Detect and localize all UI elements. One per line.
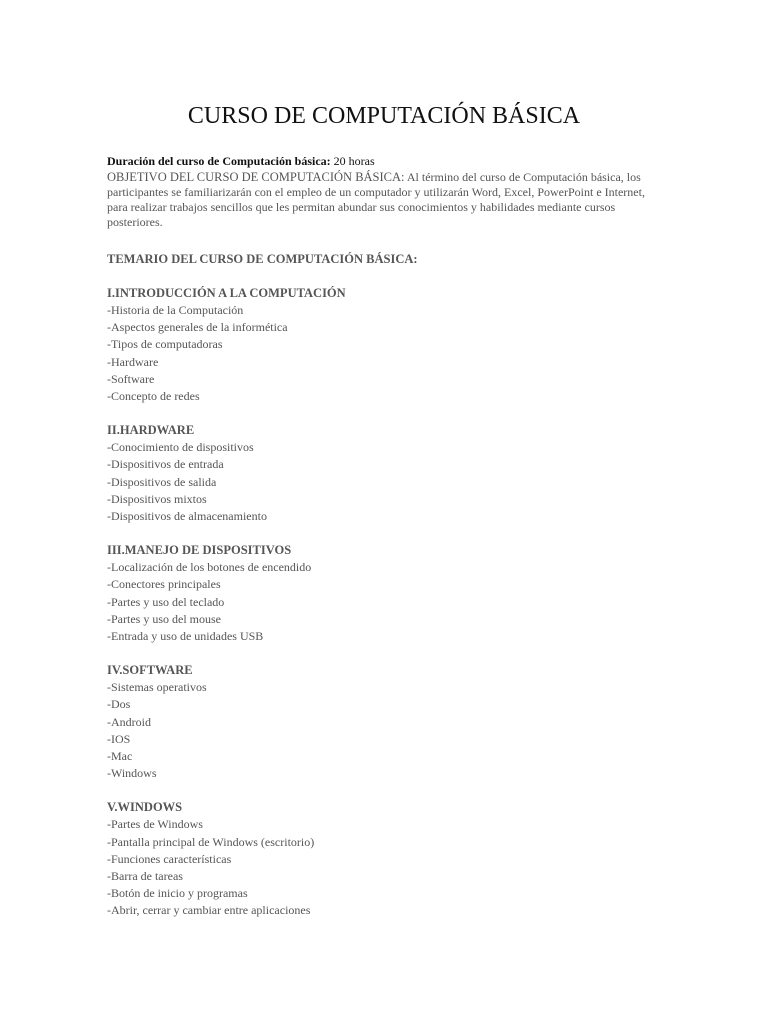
list-item: -Aspectos generales de la informética bbox=[107, 320, 288, 335]
section-item-list bbox=[107, 559, 662, 645]
list-item: -Botón de inicio y programas bbox=[107, 886, 248, 901]
document-body bbox=[107, 152, 662, 920]
list-item: -Localización de los botones de encendido bbox=[107, 560, 312, 575]
list-item: -Mac bbox=[107, 749, 133, 764]
list-item: -Partes y uso del teclado bbox=[107, 594, 225, 609]
list-item: -Conectores principales bbox=[107, 577, 221, 592]
duration-label: Duración del curso de Computación básica: bbox=[107, 154, 331, 168]
list-item: -Abrir, cerrar y cambiar entre aplicaciones bbox=[107, 903, 311, 918]
list-item: -Windows bbox=[107, 766, 157, 781]
list-item: -Sistemas operativos bbox=[107, 680, 207, 695]
list-item: -Entrada y uso de unidades USB bbox=[107, 629, 264, 644]
section-hardware bbox=[107, 421, 662, 525]
list-item: -Dispositivos de salida bbox=[107, 474, 217, 489]
list-item: -Partes de Windows bbox=[107, 817, 203, 832]
list-item: -Dispositivos de entrada bbox=[107, 457, 224, 472]
duration-line bbox=[107, 152, 662, 170]
list-item: -Dos bbox=[107, 697, 131, 712]
section-item-list bbox=[107, 439, 662, 525]
list-item: -Conocimiento de dispositivos bbox=[107, 440, 254, 455]
list-item: -Software bbox=[107, 371, 155, 386]
list-item: -Android bbox=[107, 714, 151, 729]
list-item: -Hardware bbox=[107, 354, 159, 369]
list-item: -Funciones características bbox=[107, 851, 232, 866]
list-item: -Pantalla principal de Windows (escritorio) bbox=[107, 834, 315, 849]
section-item-list bbox=[107, 816, 662, 919]
section-manejo-dispositivos bbox=[107, 541, 662, 645]
section-item-list bbox=[107, 302, 662, 405]
section-heading: I.INTRODUCCIÓN A LA COMPUTACIÓN bbox=[107, 286, 346, 300]
objective-paragraph bbox=[107, 170, 662, 230]
list-item: -Barra de tareas bbox=[107, 869, 183, 884]
temario-heading: TEMARIO DEL CURSO DE COMPUTACIÓN BÁSICA: bbox=[107, 252, 418, 266]
section-windows bbox=[107, 798, 662, 919]
section-heading: V.WINDOWS bbox=[107, 800, 183, 815]
section-introduccion bbox=[107, 284, 662, 405]
section-heading: IV.SOFTWARE bbox=[107, 663, 193, 678]
objective-label: OBJETIVO DEL CURSO DE COMPUTACIÓN BÁSICA: bbox=[107, 170, 405, 184]
section-heading: II.HARDWARE bbox=[107, 423, 195, 438]
page-title: CURSO DE COMPUTACIÓN BÁSICA bbox=[187, 103, 581, 129]
section-software bbox=[107, 661, 662, 782]
list-item: -Concepto de redes bbox=[107, 389, 200, 404]
objective-text: Al término del curso de Computación básica, los participantes se familiarizarán con el empleo de un computador y utilizarán Word, Excel, PowerPoint e Internet, para realizar trabajos sencillos que les permitan abundar sus conocimientos y habilidades mediante cursos posteriores. bbox=[107, 170, 645, 229]
list-item: -Partes y uso del mouse bbox=[107, 611, 221, 626]
section-heading: III.MANEJO DE DISPOSITIVOS bbox=[107, 543, 292, 558]
section-item-list bbox=[107, 679, 662, 782]
list-item: -Dispositivos de almacenamiento bbox=[107, 509, 267, 524]
list-item: -Historia de la Computación bbox=[107, 303, 244, 317]
list-item: -IOS bbox=[107, 731, 131, 746]
list-item: -Dispositivos mixtos bbox=[107, 491, 207, 506]
duration-value: 20 horas bbox=[330, 154, 375, 168]
list-item: -Tipos de computadoras bbox=[107, 337, 223, 352]
